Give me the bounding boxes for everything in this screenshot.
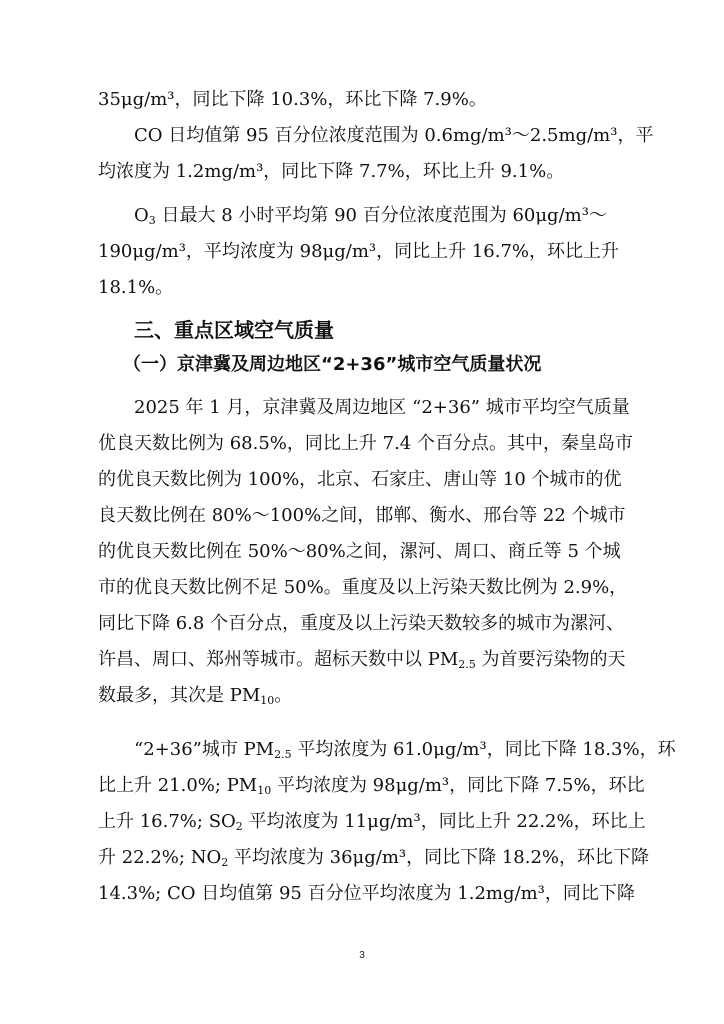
text-line: 均浓度为 1.2mg/m³，同比下降 7.7%，环比上升 9.1%。 (98, 161, 565, 182)
text-line: 的优良天数比例为 100%，北京、石家庄、唐山等 10 个城市的优 (98, 469, 622, 490)
text-segment: 上升 16.7%; SO (98, 811, 236, 832)
text-segment: 为首要污染物的天 (475, 649, 626, 670)
so2-paragraph-end (98, 82, 638, 118)
subscript: 3 (148, 214, 156, 227)
text-line: 14.3%; CO 日均值第 95 百分位平均浓度为 1.2mg/m³，同比下降 (98, 883, 635, 904)
text-segment: 许昌、周口、郑州等城市。超标天数中以 PM (98, 649, 459, 670)
overview-paragraph (98, 390, 638, 714)
subscript: 10 (257, 784, 272, 797)
text-line: 35μg/m³，同比下降 10.3%，环比下降 7.9%。 (98, 89, 487, 110)
subscript: 2.5 (458, 658, 476, 671)
text-segment: 平均浓度为 61.0μg/m³，同比下降 18.3%，环 (291, 739, 676, 760)
text-segment: 平均浓度为 11μg/m³，同比上升 22.2%，环比上 (242, 811, 646, 832)
text-line (98, 768, 645, 804)
text-line (98, 840, 650, 876)
text-line (98, 732, 676, 768)
text-line: 市的优良天数比例不足 50%。重度及以上污染天数比例为 2.9%， (98, 577, 628, 598)
page-number: 3 (359, 950, 365, 961)
text-line (98, 198, 638, 234)
text-line: 190μg/m³，平均浓度为 98μg/m³，同比上升 16.7%，环比上升 (98, 241, 620, 262)
text-line: 同比下降 6.8 个百分点，重度及以上污染天数较多的城市为漯河、 (98, 613, 625, 634)
subsection-heading: （一）京津冀及周边地区“2+36”城市空气质量状况 (123, 354, 542, 375)
text-line: 18.1%。 (98, 277, 174, 298)
text-segment: 升 22.2%; NO (98, 847, 222, 868)
o3-paragraph (98, 198, 638, 306)
text-line (98, 804, 646, 840)
subscript: 2.5 (274, 748, 292, 761)
text-line (98, 678, 638, 714)
text-segment: 。 (274, 685, 293, 706)
text-line: 良天数比例在 80%～100%之间，邯郸、衡水、邢台等 22 个城市 (98, 505, 626, 526)
text-segment: 日最大 8 小时平均第 90 百分位浓度范围为 60μg/m³～ (155, 205, 607, 226)
text-line: 的优良天数比例在 50%～80%之间，漯河、周口、商丘等 5 个城 (98, 541, 621, 562)
text-segment: 平均浓度为 98μg/m³，同比下降 7.5%，环比 (271, 775, 645, 796)
co-paragraph (98, 118, 654, 190)
subscript: 2 (221, 856, 229, 869)
text-line (98, 642, 638, 678)
concentration-paragraph (98, 732, 676, 912)
text-segment: “2+36”城市 PM (134, 739, 275, 760)
text-segment: 数最多，其次是 PM (98, 685, 261, 706)
text-segment: 平均浓度为 36μg/m³，同比下降 18.2%，环比下降 (228, 847, 650, 868)
text-segment: O (134, 205, 149, 226)
text-line: CO 日均值第 95 百分位浓度范围为 0.6mg/m³～2.5mg/m³，平 (134, 125, 654, 146)
subscript: 10 (260, 694, 275, 707)
text-line: 2025 年 1 月，京津冀及周边地区 “2+36” 城市平均空气质量 (134, 397, 630, 418)
text-line: 优良天数比例为 68.5%，同比上升 7.4 个百分点。其中，秦皇岛市 (98, 433, 633, 454)
subscript: 2 (235, 820, 243, 833)
section-heading: 三、重点区域空气质量 (134, 318, 334, 342)
text-segment: 比上升 21.0%; PM (98, 775, 258, 796)
